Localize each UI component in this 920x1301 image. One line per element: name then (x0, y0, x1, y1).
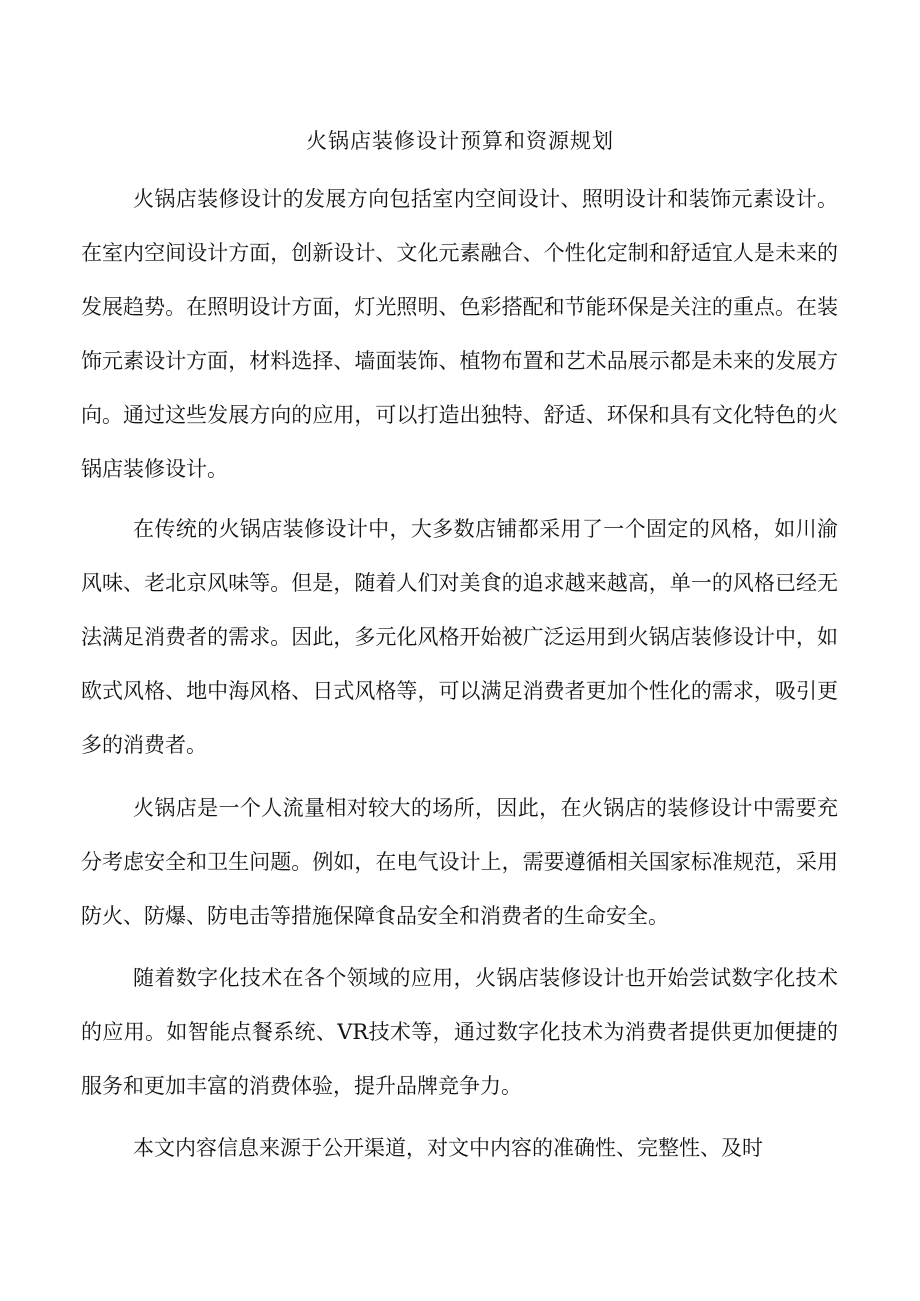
paragraph-digital-technology: 随着数字化技术在各个领域的应用，火锅店装修设计也开始尝试数字化技术的应用。如智能点餐系统、VR技术等，通过数字化技术为消费者提供更加便捷的服务和更加丰富的消费体验，提升品牌竞争力。 (81, 966, 838, 1098)
document-title: 火锅店装修设计预算和资源规划 (306, 129, 614, 153)
paragraph-diverse-styles: 在传统的火锅店装修设计中，大多数店铺都采用了一个固定的风格，如川渝风味、老北京风味等。但是，随着人们对美食的追求越来越高，单一的风格已经无法满足消费者的需求。因此，多元化风格开始被广泛运用到火锅店装修设计中，如欧式风格、地中海风格、日式风格等，可以满足消费者更加个性化的需求，吸引更多的消费者。 (81, 517, 838, 757)
paragraph-development-direction: 火锅店装修设计的发展方向包括室内空间设计、照明设计和装饰元素设计。在室内空间设计方面，创新设计、文化元素融合、个性化定制和舒适宜人是未来的发展趋势。在照明设计方面，灯光照明、色彩搭配和节能环保是关注的重点。在装饰元素设计方面，材料选择、墙面装饰、植物布置和艺术品展示都是未来的发展方向。通过这些发展方向的应用，可以打造出独特、舒适、环保和具有文化特色的火锅店装修设计。 (81, 187, 838, 481)
paragraph-safety-hygiene: 火锅店是一个人流量相对较大的场所，因此，在火锅店的装修设计中需要充分考虑安全和卫生问题。例如，在电气设计上，需要遵循相关国家标准规范，采用防火、防爆、防电击等措施保障食品安全和消费者的生命安全。 (81, 796, 838, 928)
paragraph-disclaimer: 本文内容信息来源于公开渠道，对文中内容的准确性、完整性、及时 (133, 1136, 763, 1160)
